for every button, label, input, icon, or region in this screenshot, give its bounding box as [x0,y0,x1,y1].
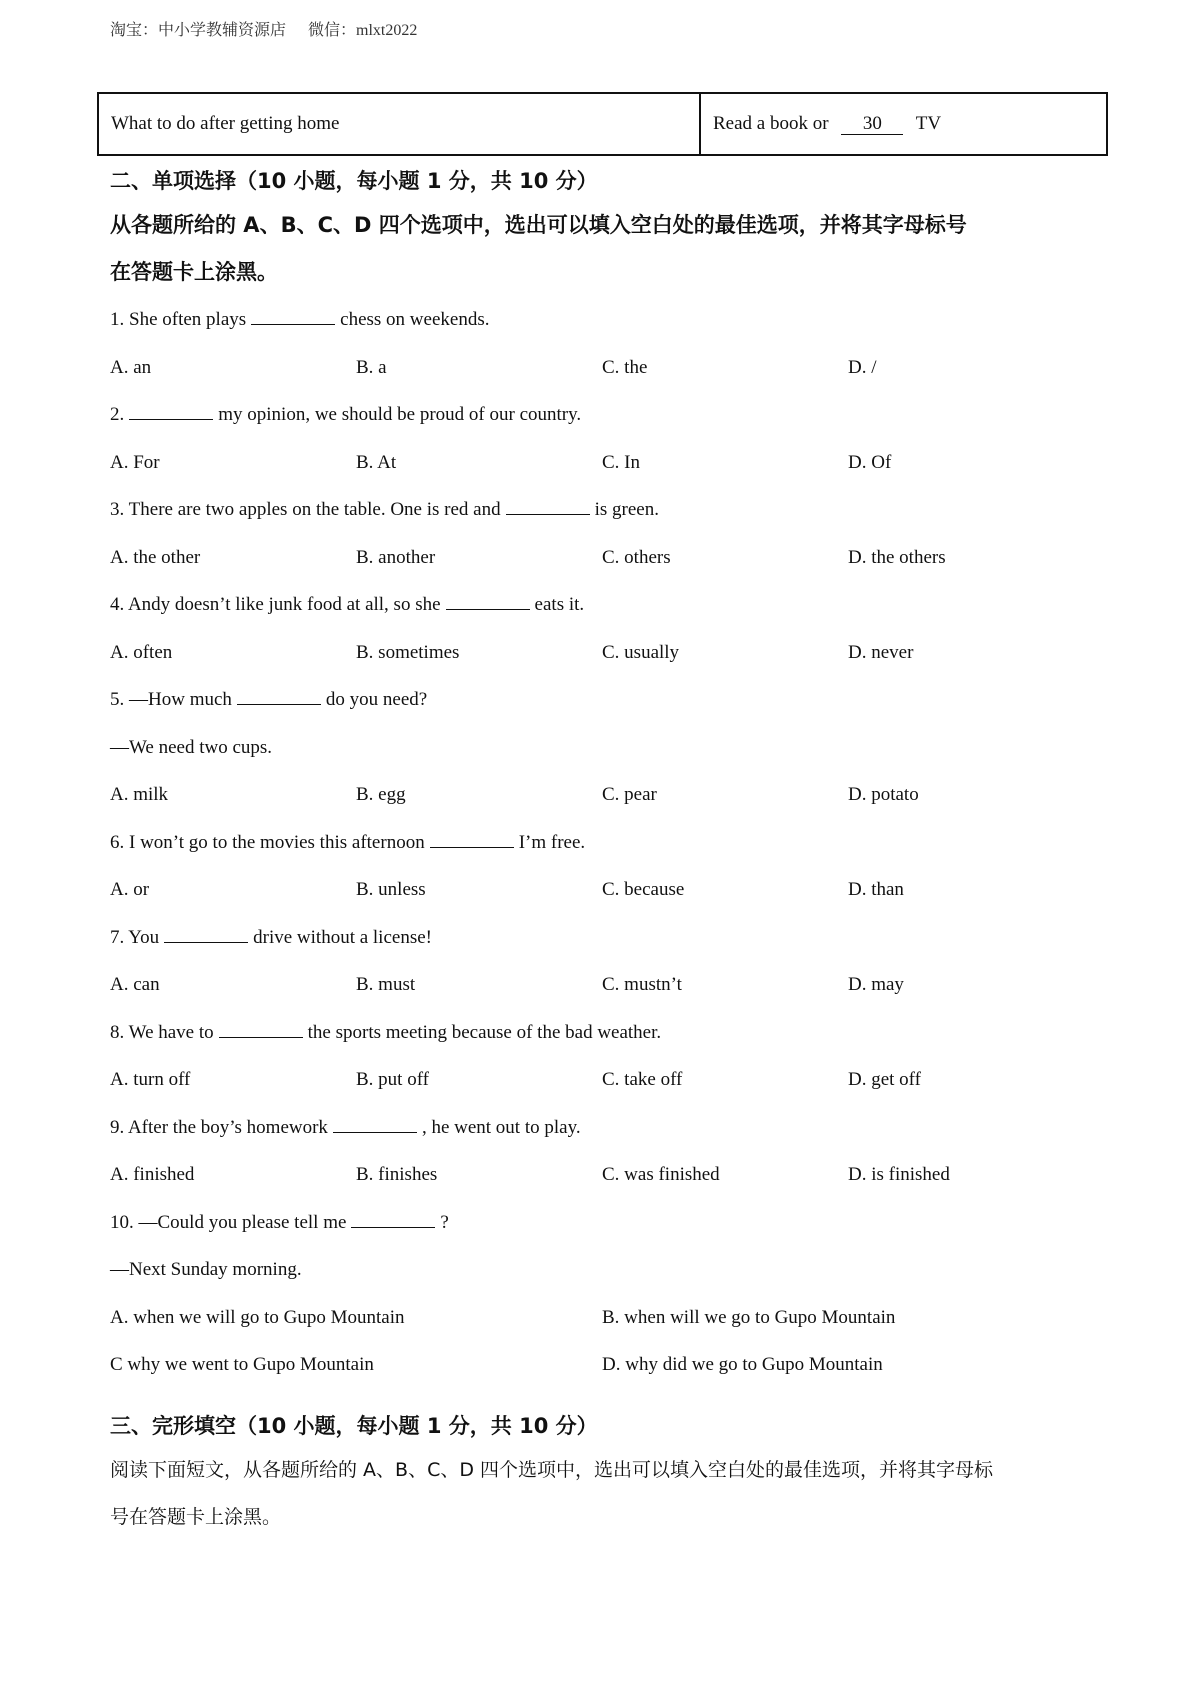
q4-option-d: D. never [848,641,914,663]
question-8 [110,1009,1110,1057]
q2-option-d: D. Of [848,451,892,473]
q9-option-a: A. finished [110,1164,195,1185]
shop-name: 淘宝：中小学教辅资源店 [110,22,287,39]
question-2 [110,391,1110,439]
q1-option-d: D. / [848,356,877,378]
q10-options-row-2 [110,1341,1110,1389]
q6-option-c: C. because [602,879,685,900]
q6-text-before: 6. I won’t go to the movies this afternoon [110,831,425,853]
q7-text-after: drive without a license! [253,926,432,948]
q4-text-after: eats it. [534,594,585,615]
q4-option-b: B. sometimes [356,641,460,663]
q9-option-b: B. finishes [356,1164,438,1185]
q10-option-a: A. when we will go to Gupo Mountain [110,1306,405,1328]
q6-option-d: D. than [848,879,904,900]
section-2-title: 二、单项选择（10 小题，每小题 1 分，共 10 分） [110,169,598,193]
q3-option-b: B. another [356,546,436,568]
q7-blank [164,928,248,943]
q6-options [110,866,1110,914]
section-gap [110,1389,1110,1405]
section-2-instruction-1: 从各题所给的 A、B、C、D 四个选项中，选出可以填入空白处的最佳选项，并将其字母标号 [110,213,967,237]
section-3-instruction-2: 号在答题卡上涂黑。 [110,1505,282,1528]
page-header [110,17,417,40]
q1-option-b: B. a [356,356,387,378]
table-cell-answer [700,93,1107,155]
question-6 [110,819,1110,867]
q1-option-c: C. the [602,356,648,378]
q5-options [110,771,1110,819]
q5-blank [237,690,321,705]
q8-text-after: the sports meeting because of the bad weather. [307,1021,662,1043]
q10-option-b: B. when will we go to Gupo Mountain [602,1306,896,1328]
q7-text-before: 7. You [110,926,160,948]
q2-option-b: B. At [356,451,397,473]
q1-blank [251,310,335,325]
section-2-instruction-2: 在答题卡上涂黑。 [110,260,278,284]
q6-blank [430,833,514,848]
q2-option-a: A. For [110,451,160,473]
q3-option-c: C. others [602,546,671,568]
q3-blank [506,500,590,515]
q3-option-a: A. the other [110,546,201,568]
q5-option-c: C. pear [602,784,657,805]
q2-text-after: my opinion, we should be proud of our country. [218,404,582,425]
q9-text-after: , he went out to play. [421,1116,581,1138]
q8-option-b: B. put off [356,1069,430,1090]
question-4 [110,581,1110,629]
q8-option-d: D. get off [848,1069,921,1090]
q2-options [110,439,1110,487]
q7-option-d: D. may [848,974,904,995]
q7-option-b: B. must [356,974,416,995]
q4-text-before: 4. Andy doesn’t like junk food at all, so she [110,594,441,615]
question-9 [110,1104,1110,1152]
q8-text-before: 8. We have to [110,1021,214,1043]
q8-option-c: C. take off [602,1069,683,1090]
q7-option-c: C. mustn’t [602,974,682,995]
q1-text-after: chess on weekends. [340,309,490,330]
after-home-table [97,92,1108,156]
table-cell-question: What to do after getting home [98,93,700,155]
wechat-id: 微信：mlxt2022 [308,22,418,39]
question-1 [110,296,1110,344]
q1-text-before: 1. She often plays [110,309,247,330]
q9-blank [333,1118,417,1133]
q8-blank [219,1023,303,1038]
q6-option-a: A. or [110,879,150,900]
q2-blank [129,405,213,420]
question-5 [110,676,1110,724]
q8-options [110,1056,1110,1104]
question-3 [110,486,1110,534]
q4-options [110,629,1110,677]
q10-option-c: C why we went to Gupo Mountain [110,1354,374,1375]
q6-option-b: B. unless [356,879,426,900]
q9-text-before: 9. After the boy’s homework [110,1116,328,1138]
question-10 [110,1199,1110,1247]
q4-blank [446,595,530,610]
q3-text-after: is green. [594,499,659,520]
q7-option-a: A. can [110,974,160,995]
q3-option-d: D. the others [848,546,946,568]
q6-text-after: I’m free. [518,831,586,853]
q3-text-before: 3. There are two apples on the table. One is red and [110,499,501,520]
q5-text-after: do you need? [325,689,428,710]
q10-text-after: ? [440,1211,449,1233]
q5-text-before: 5. —How much [110,689,232,710]
section-3-instruction-1: 阅读下面短文，从各题所给的 A、B、C、D 四个选项中，选出可以填入空白处的最佳选项，并将其字母标 [110,1458,994,1481]
answer-prefix: Read a book or [713,112,829,134]
q4-option-c: C. usually [602,641,680,663]
q3-options [110,534,1110,582]
q10-options-row-1 [110,1294,1110,1342]
table-row [98,93,1107,155]
q10-blank [351,1213,435,1228]
section-3-title: 三、完形填空（10 小题，每小题 1 分，共 10 分） [110,1413,598,1438]
q5-reply: —We need two cups. [110,736,273,758]
q1-option-a: A. an [110,356,152,378]
q9-options [110,1151,1110,1199]
q5-option-a: A. milk [110,784,169,805]
answer-suffix: TV [915,112,942,134]
q9-option-d: D. is finished [848,1164,950,1185]
q8-option-a: A. turn off [110,1069,191,1090]
q10-reply: —Next Sunday morning. [110,1259,302,1280]
q9-option-c: C. was finished [602,1164,720,1185]
q4-option-a: A. often [110,641,173,663]
q2-text-before: 2. [110,404,125,425]
q7-options [110,961,1110,1009]
question-7 [110,914,1110,962]
q2-option-c: C. In [602,451,640,473]
q5-option-d: D. potato [848,784,919,805]
exam-content [110,160,1110,1541]
answer-blank-30: 30 [841,114,903,136]
q10-text-before: 10. —Could you please tell me [110,1211,347,1233]
q10-option-d: D. why did we go to Gupo Mountain [602,1354,883,1375]
q5-option-b: B. egg [356,784,406,805]
q1-options [110,344,1110,392]
